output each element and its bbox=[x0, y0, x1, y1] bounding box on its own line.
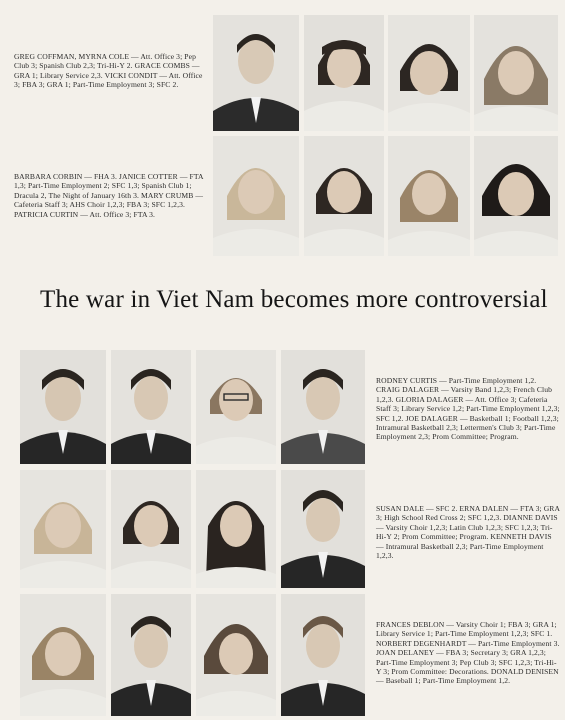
portrait-photo bbox=[111, 350, 191, 464]
portrait-photo bbox=[474, 136, 558, 256]
portrait-photo bbox=[304, 136, 384, 256]
portrait-photo bbox=[304, 15, 384, 131]
headline: The war in Viet Nam becomes more controversial bbox=[40, 286, 548, 313]
portrait-photo bbox=[388, 15, 470, 131]
portrait-photo bbox=[196, 470, 276, 588]
portrait-photo bbox=[388, 136, 470, 256]
caption-block-right-1: RODNEY CURTIS — Part-Time Employment 1,2. CRAIG DALAGER — Varsity Band 1,2,3; French Club 1,2,3. GLORIA DALAGER — Att. Office 3; Cafeteria Staff 3; Library Service 1,2; Part-Time Employment 1,2,3; SFC 1,2. JOE DALAGER — Basketball 1; Football 1,2,3; Intramural Basketball 2,3; Lettermen's Club 3; Part-Time Employment 2,3; Prom Committee; Program. bbox=[376, 376, 560, 442]
caption-block-right-2: SUSAN DALE — SFC 2. ERNA DALEN — FTA 3; GRA 3; High School Red Cross 2; SFC 1,2,3. DIANNE DAVIS — Varsity Choir 1,2,3; Latin Club 1,2,3; SFC 1,2,3; Tri-Hi-Y 2; Prom Committee; Program. KENNETH DAVIS — Intramural Basketball 2,3; Part-Time Employment 1,2,3. bbox=[376, 504, 560, 561]
portrait-photo bbox=[474, 15, 558, 131]
caption-block-top-1: GREG COFFMAN, MYRNA COLE — Att. Office 3; Pep Club 3; Spanish Club 2,3; Tri-Hi-Y 2. GRACE COMBS — GRA 1; Library Service 2,3. VICKI CONDIT — Att. Office 3; FBA 3; GRA 1; Part-Time Employment 3; SFC 2. bbox=[14, 52, 203, 90]
portrait-photo bbox=[20, 470, 106, 588]
caption-block-right-3: FRANCES DEBLON — Varsity Choir 1; FBA 3; GRA 1; Library Service 1; Part-Time Employment 1,2,3; SFC 1. NORBERT DEGENHARDT — Part-Time Employment 3. JOAN DELANEY — FBA 3; Secretary 3; GRA 1,2,3; Part-Time Employment 3; Pep Club 3; SFC 1,2,3; Tri-Hi-Y 3; Prom Committee: Decorations. DONALD DENISEN — Baseball 1; Part-Time Employment 1,2. bbox=[376, 620, 560, 686]
portrait-photo bbox=[213, 136, 299, 256]
portrait-photo bbox=[281, 594, 365, 716]
portrait-photo bbox=[20, 350, 106, 464]
portrait-photo bbox=[281, 470, 365, 588]
portrait-photo bbox=[111, 594, 191, 716]
portrait-photo bbox=[196, 594, 276, 716]
caption-block-top-2: BARBARA CORBIN — FHA 3. JANICE COTTER — FTA 1,3; Part-Time Employment 2; SFC 1,3; Spanish Club 1; Dracula 2, The Night of January 16th 3. MARY CRUMB — Cafeteria Staff 3; AHS Choir 1,2,3; FBA 3; SFC 1,2,3. PATRICIA CURTIN — Att. Office 3; FTA 3. bbox=[14, 172, 204, 219]
portrait-photo bbox=[213, 15, 299, 131]
portrait-photo bbox=[281, 350, 365, 464]
portrait-photo bbox=[20, 594, 106, 716]
portrait-photo bbox=[111, 470, 191, 588]
portrait-photo bbox=[196, 350, 276, 464]
